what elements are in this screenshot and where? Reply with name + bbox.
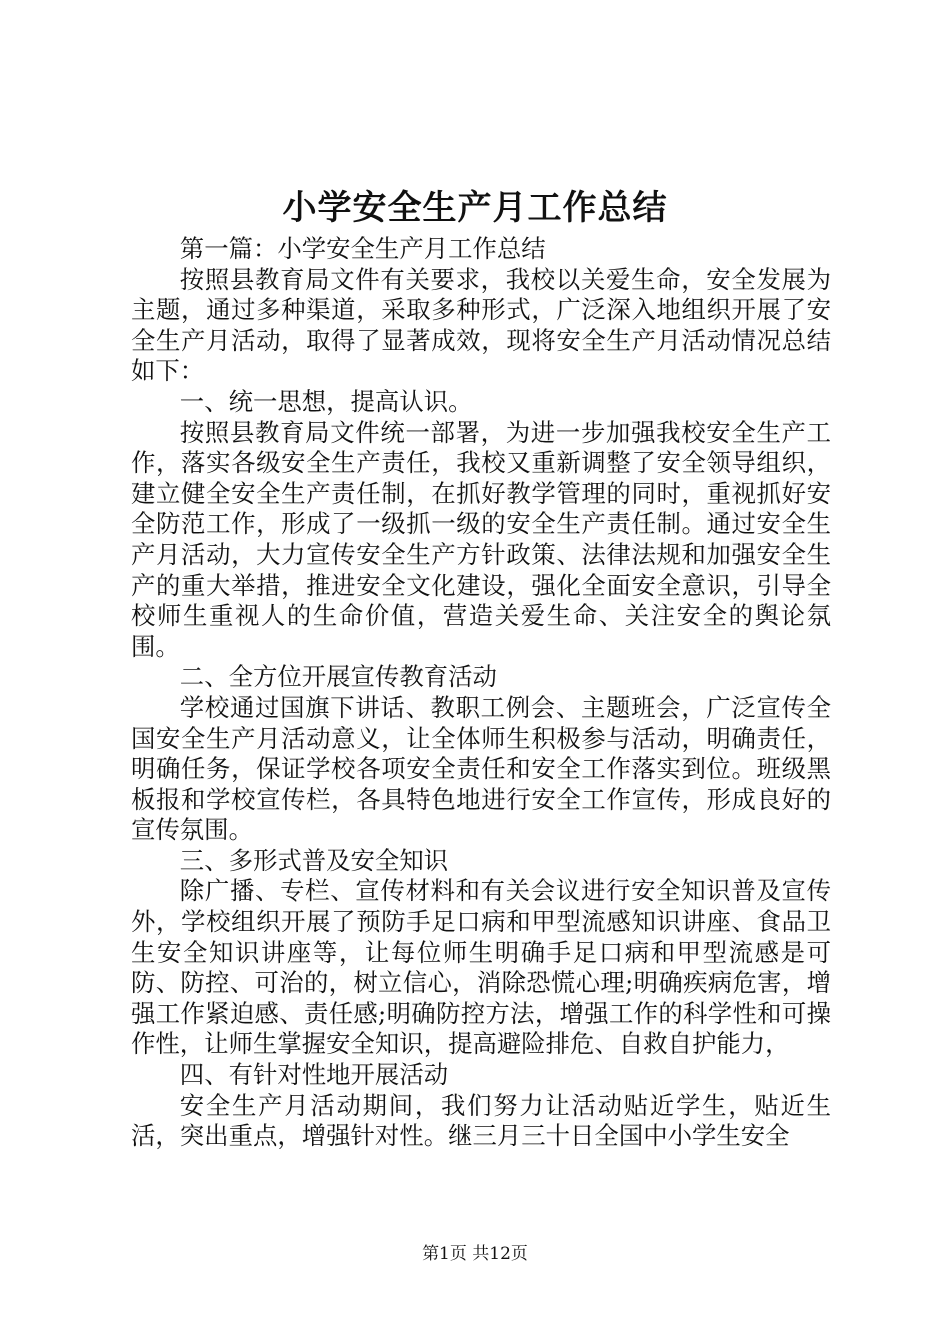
paragraph-heading-part-one: 第一篇：小学安全生产月工作总结	[179, 234, 546, 263]
document-title: 小学安全生产月工作总结	[282, 188, 668, 228]
section-heading-1: 一、统一思想，提高认识。	[179, 386, 473, 416]
paragraph-section-3: 除广播、专栏、宣传材料和有关会议进行安全知识普及宣传外，学校组织开展了预防手足口病和甲型流感知识讲座、食品卫生安全知识讲座等，让每位师生明确手足口病和甲型流感是可防、防控、可治的，树立信心，消除恐慌心理;明确疾病危害，增强工作紧迫感、责任感;明确防控方法，增强工作的科学性和可操作性，让师生掌握安全知识，提高避险排危、自救自护能力，	[131, 876, 831, 1059]
document-body	[131, 234, 831, 1152]
paragraph-section-2: 学校通过国旗下讲话、教职工例会、主题班会，广泛宣传全国安全生产月活动意义，让全体师生积极参与活动，明确责任，明确任务，保证学校各项安全责任和安全工作落实到位。班级黑板报和学校宣传栏，各具特色地进行安全工作宣传，形成良好的宣传氛围。	[131, 692, 831, 845]
section-heading-4: 四、有针对性地开展活动	[179, 1060, 449, 1090]
paragraph-section-1: 按照县教育局文件统一部署，为进一步加强我校安全生产工作，落实各级安全生产责任，我校又重新调整了安全领导组织，建立健全安全生产责任制，在抓好教学管理的同时，重视抓好安全防范工作，形成了一级抓一级的安全生产责任制。通过安全生产月活动，大力宣传安全生产方针政策、法律法规和加强安全生产的重大举措，推进安全文化建设，强化全面安全意识，引导全校师生重视人的生命价值，营造关爱生命、关注安全的舆论氛围。	[131, 417, 831, 661]
paragraph-section-4: 安全生产月活动期间，我们努力让活动贴近学生，贴近生活，突出重点，增强针对性。继三月三十日全国中小学生安全	[131, 1090, 831, 1151]
section-heading-3: 三、多形式普及安全知识	[179, 845, 449, 875]
section-heading-2: 二、全方位开展宣传教育活动	[179, 662, 497, 692]
paragraph-intro: 按照县教育局文件有关要求，我校以关爱生命，安全发展为主题，通过多种渠道，采取多种形式，广泛深入地组织开展了安全生产月活动，取得了显著成效，现将安全生产月活动情况总结如下：	[131, 264, 831, 386]
page-number-footer: 第1页 共12页	[422, 1244, 528, 1264]
